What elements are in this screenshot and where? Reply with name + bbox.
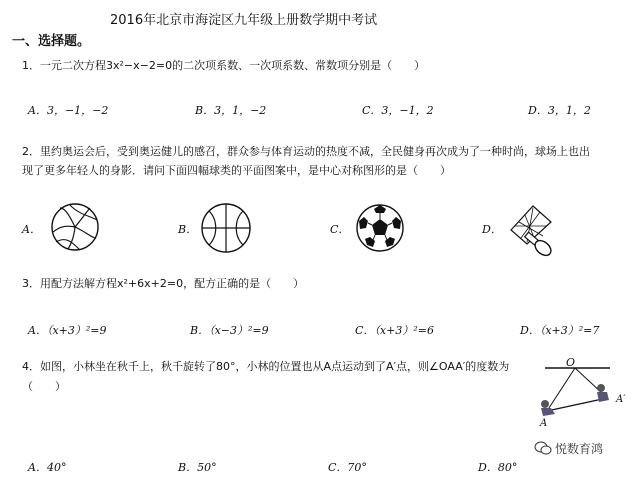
- q3-option-d[interactable]: D．（x+3）²=7: [520, 324, 600, 337]
- question-4-line1: 4．如图，小林坐在秋千上，秋千旋转了80°，小林的位置也从A点运动到了A′点，则∠OAA′的度数为: [22, 360, 510, 373]
- wechat-icon: [534, 440, 552, 456]
- q4-option-a[interactable]: A．40°: [28, 461, 67, 474]
- q2-option-d[interactable]: D．: [482, 223, 502, 236]
- question-3-text: 3．用配方法解方程x²+6x+2=0，配方正确的是（ ）: [22, 277, 305, 290]
- q2-option-b[interactable]: B．: [178, 223, 198, 236]
- q1-option-d[interactable]: D．3，1，2: [528, 104, 591, 117]
- volleyball-icon: [50, 202, 100, 252]
- q2-option-c[interactable]: C．: [330, 223, 350, 236]
- q3-option-c[interactable]: C．（x+3）²=6: [355, 324, 434, 337]
- q4-option-c[interactable]: C．70°: [328, 461, 367, 474]
- q1-option-b[interactable]: B．3，1，−2: [195, 104, 267, 117]
- label-a: A: [540, 418, 548, 429]
- shuttlecock-icon: [505, 200, 560, 255]
- question-2-line1: 2．里约奥运会后，受到奥运健儿的感召，群众参与体育运动的热度不减，全民健身再次成为了一种时尚，球场上也出: [22, 145, 590, 158]
- q1-option-a[interactable]: A．3，−1，−2: [28, 104, 109, 117]
- question-2-line2: 现了更多年轻人的身影．请问下面四幅球类的平面图案中，是中心对称图形的是（ ）: [22, 164, 451, 177]
- q3-option-a[interactable]: A．（x+3）²=9: [28, 324, 107, 337]
- label-o: O: [566, 356, 576, 369]
- question-4-line2: （ ）: [22, 380, 66, 393]
- q3-option-b[interactable]: B．（x−3）²=9: [190, 324, 269, 337]
- q4-option-b[interactable]: B．50°: [178, 461, 217, 474]
- question-1-text: 1．一元二次方程3x²−x−2=0的二次项系数、一次项系数、常数项分别是（ ）: [22, 59, 426, 72]
- basketball-icon: [200, 202, 252, 254]
- q2-option-a[interactable]: A．: [22, 223, 41, 236]
- section-heading: 一、选择题。: [12, 34, 91, 49]
- label-a-prime: A′: [616, 394, 626, 405]
- soccer-ball-icon: [355, 203, 405, 253]
- page-title: 2016年北京市海淀区九年级上册数学期中考试: [110, 13, 378, 28]
- q1-option-c[interactable]: C．3，−1，2: [362, 104, 434, 117]
- q4-option-d[interactable]: D．80°: [478, 461, 518, 474]
- watermark: 悦数育鸿: [555, 442, 604, 456]
